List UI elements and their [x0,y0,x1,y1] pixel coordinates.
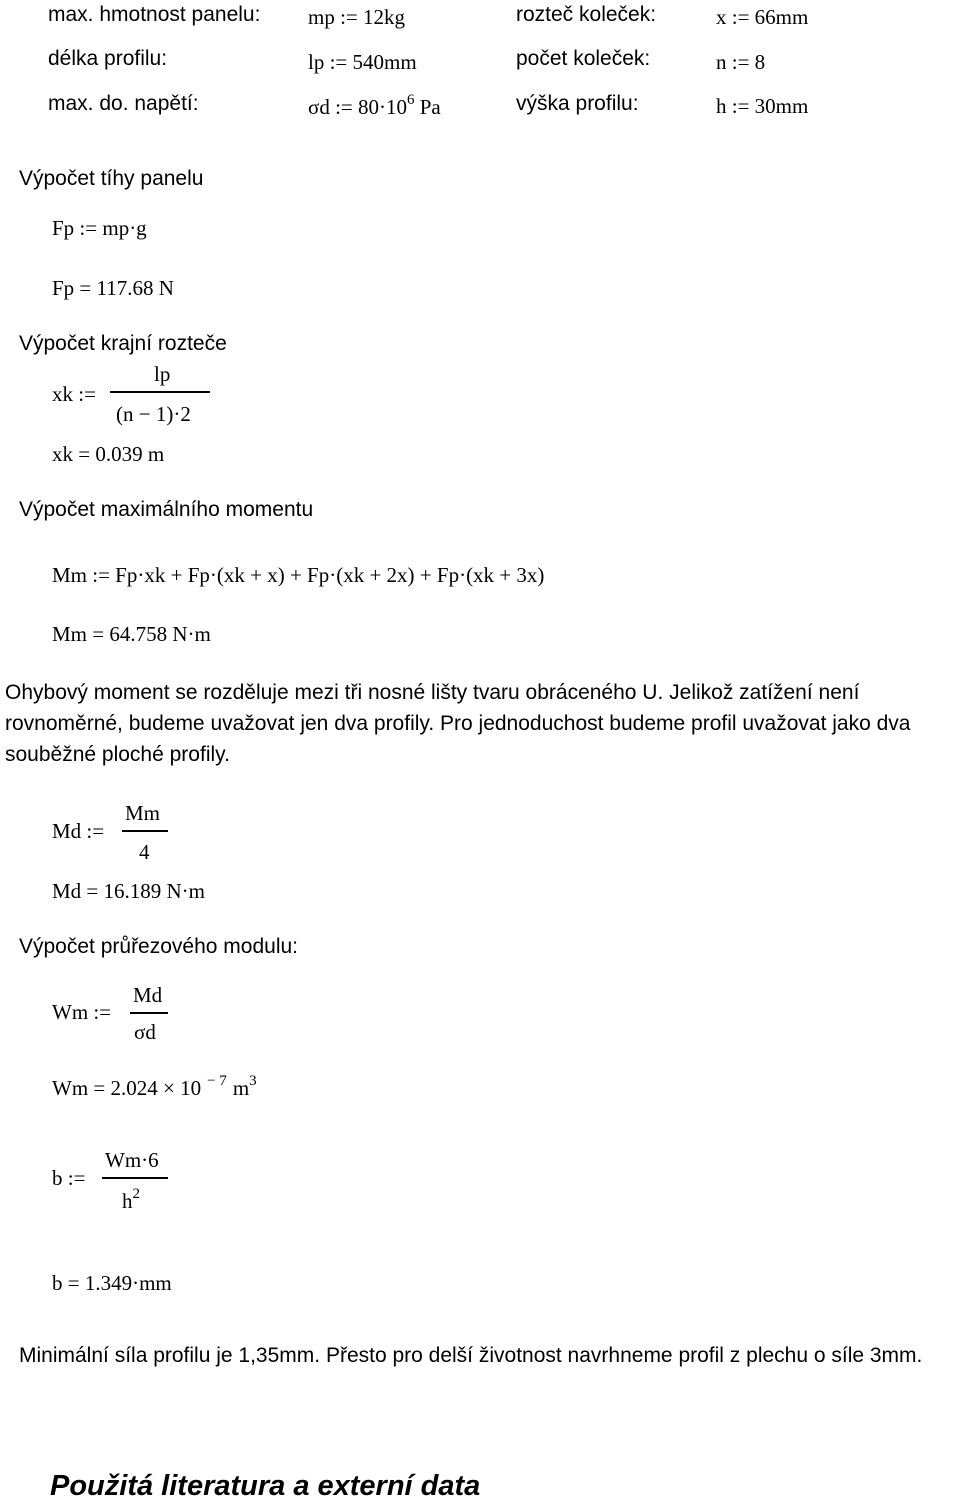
fraction-b-numerator: Wm·6 [105,1148,159,1172]
param-expr-x: x := 66mm [716,5,809,29]
param-label-hmotnost: max. hmotnost panelu: [48,3,261,26]
heading-krajni: Výpočet krajní rozteče [19,332,227,355]
fraction-bar [122,830,168,832]
result-b: b = 1.349·mm [52,1271,172,1295]
fraction-b [102,1148,168,1218]
formula-fp: Fp := mp·g [52,216,147,240]
result-wm: Wm = 2.024 × 10 $^{- 7}$ $m^3$ [52,1073,257,1100]
paragraph-ohybovy-moment: Ohybový moment se rozděluje mezi tři nosné lišty tvaru obráceného U. Jelikož zatížení není rovnoměrné, budeme uvažovat jen dva profily. Pro jednoduchost budeme profil uvažovat jako dva souběžné ploché profily. [5,681,911,766]
formula-md-lhs: Md := [52,819,105,843]
result-fp: Fp = 117.68 N [52,276,174,300]
heading-moment: Výpočet maximálního momentu [19,498,314,521]
result-xk: xk = 0.039 m [52,442,165,466]
formula-mm: Mm := Fp·xk + Fp·(xk + x) + Fp·(xk + 2x) + Fp·(xk + 3x) [52,563,545,587]
fraction-wm-denominator: σd [134,1020,156,1044]
param-expr-sigma: σd := $80\cdot 10^6$ Pa [308,92,441,119]
result-mm: Mm = 64.758 N·m [52,622,211,646]
formula-b-lhs: b := [52,1166,86,1190]
param-expr-lp: lp := 540mm [308,50,417,74]
fraction-xk [110,362,210,428]
paragraph-minimalni-sila: Minimální síla profilu je 1,35mm. Přesto pro delší životnost navrhneme profil z plechu o síle 3mm. [19,1344,923,1367]
fraction-bar [102,1177,168,1179]
fraction-b-denominator: $h^2$ [122,1186,140,1213]
fraction-xk-numerator: lp [154,362,171,386]
param-expr-h: h := 30mm [716,94,809,118]
fraction-bar [110,391,210,393]
fraction-xk-denominator: (n − 1)·2 [116,402,191,426]
param-label-delka: délka profilu: [48,47,168,70]
fraction-md-denominator: 4 [139,840,150,864]
formula-wm-lhs: Wm := [52,1000,112,1024]
param-label-roztec: rozteč koleček: [516,3,657,26]
param-label-pocet: počet koleček: [516,47,651,70]
heading-modul: Výpočet průřezového modulu: [19,935,298,958]
fraction-md-numerator: Mm [125,801,161,825]
fraction-wm [130,983,168,1049]
heading-tiha: Výpočet tíhy panelu [19,167,204,190]
heading-literatura: Použitá literatura a externí data [50,1470,481,1502]
param-expr-n: n := 8 [716,50,766,74]
formula-xk-lhs: xk := [52,382,96,406]
param-expr-mp: mp := 12kg [308,5,406,29]
fraction-wm-numerator: Md [133,983,163,1007]
fraction-md [122,801,168,867]
result-md: Md = 16.189 N·m [52,879,206,903]
param-label-vyska: výška profilu: [516,92,639,115]
param-label-napeti: max. do. napětí: [48,92,199,115]
fraction-bar [130,1012,168,1014]
